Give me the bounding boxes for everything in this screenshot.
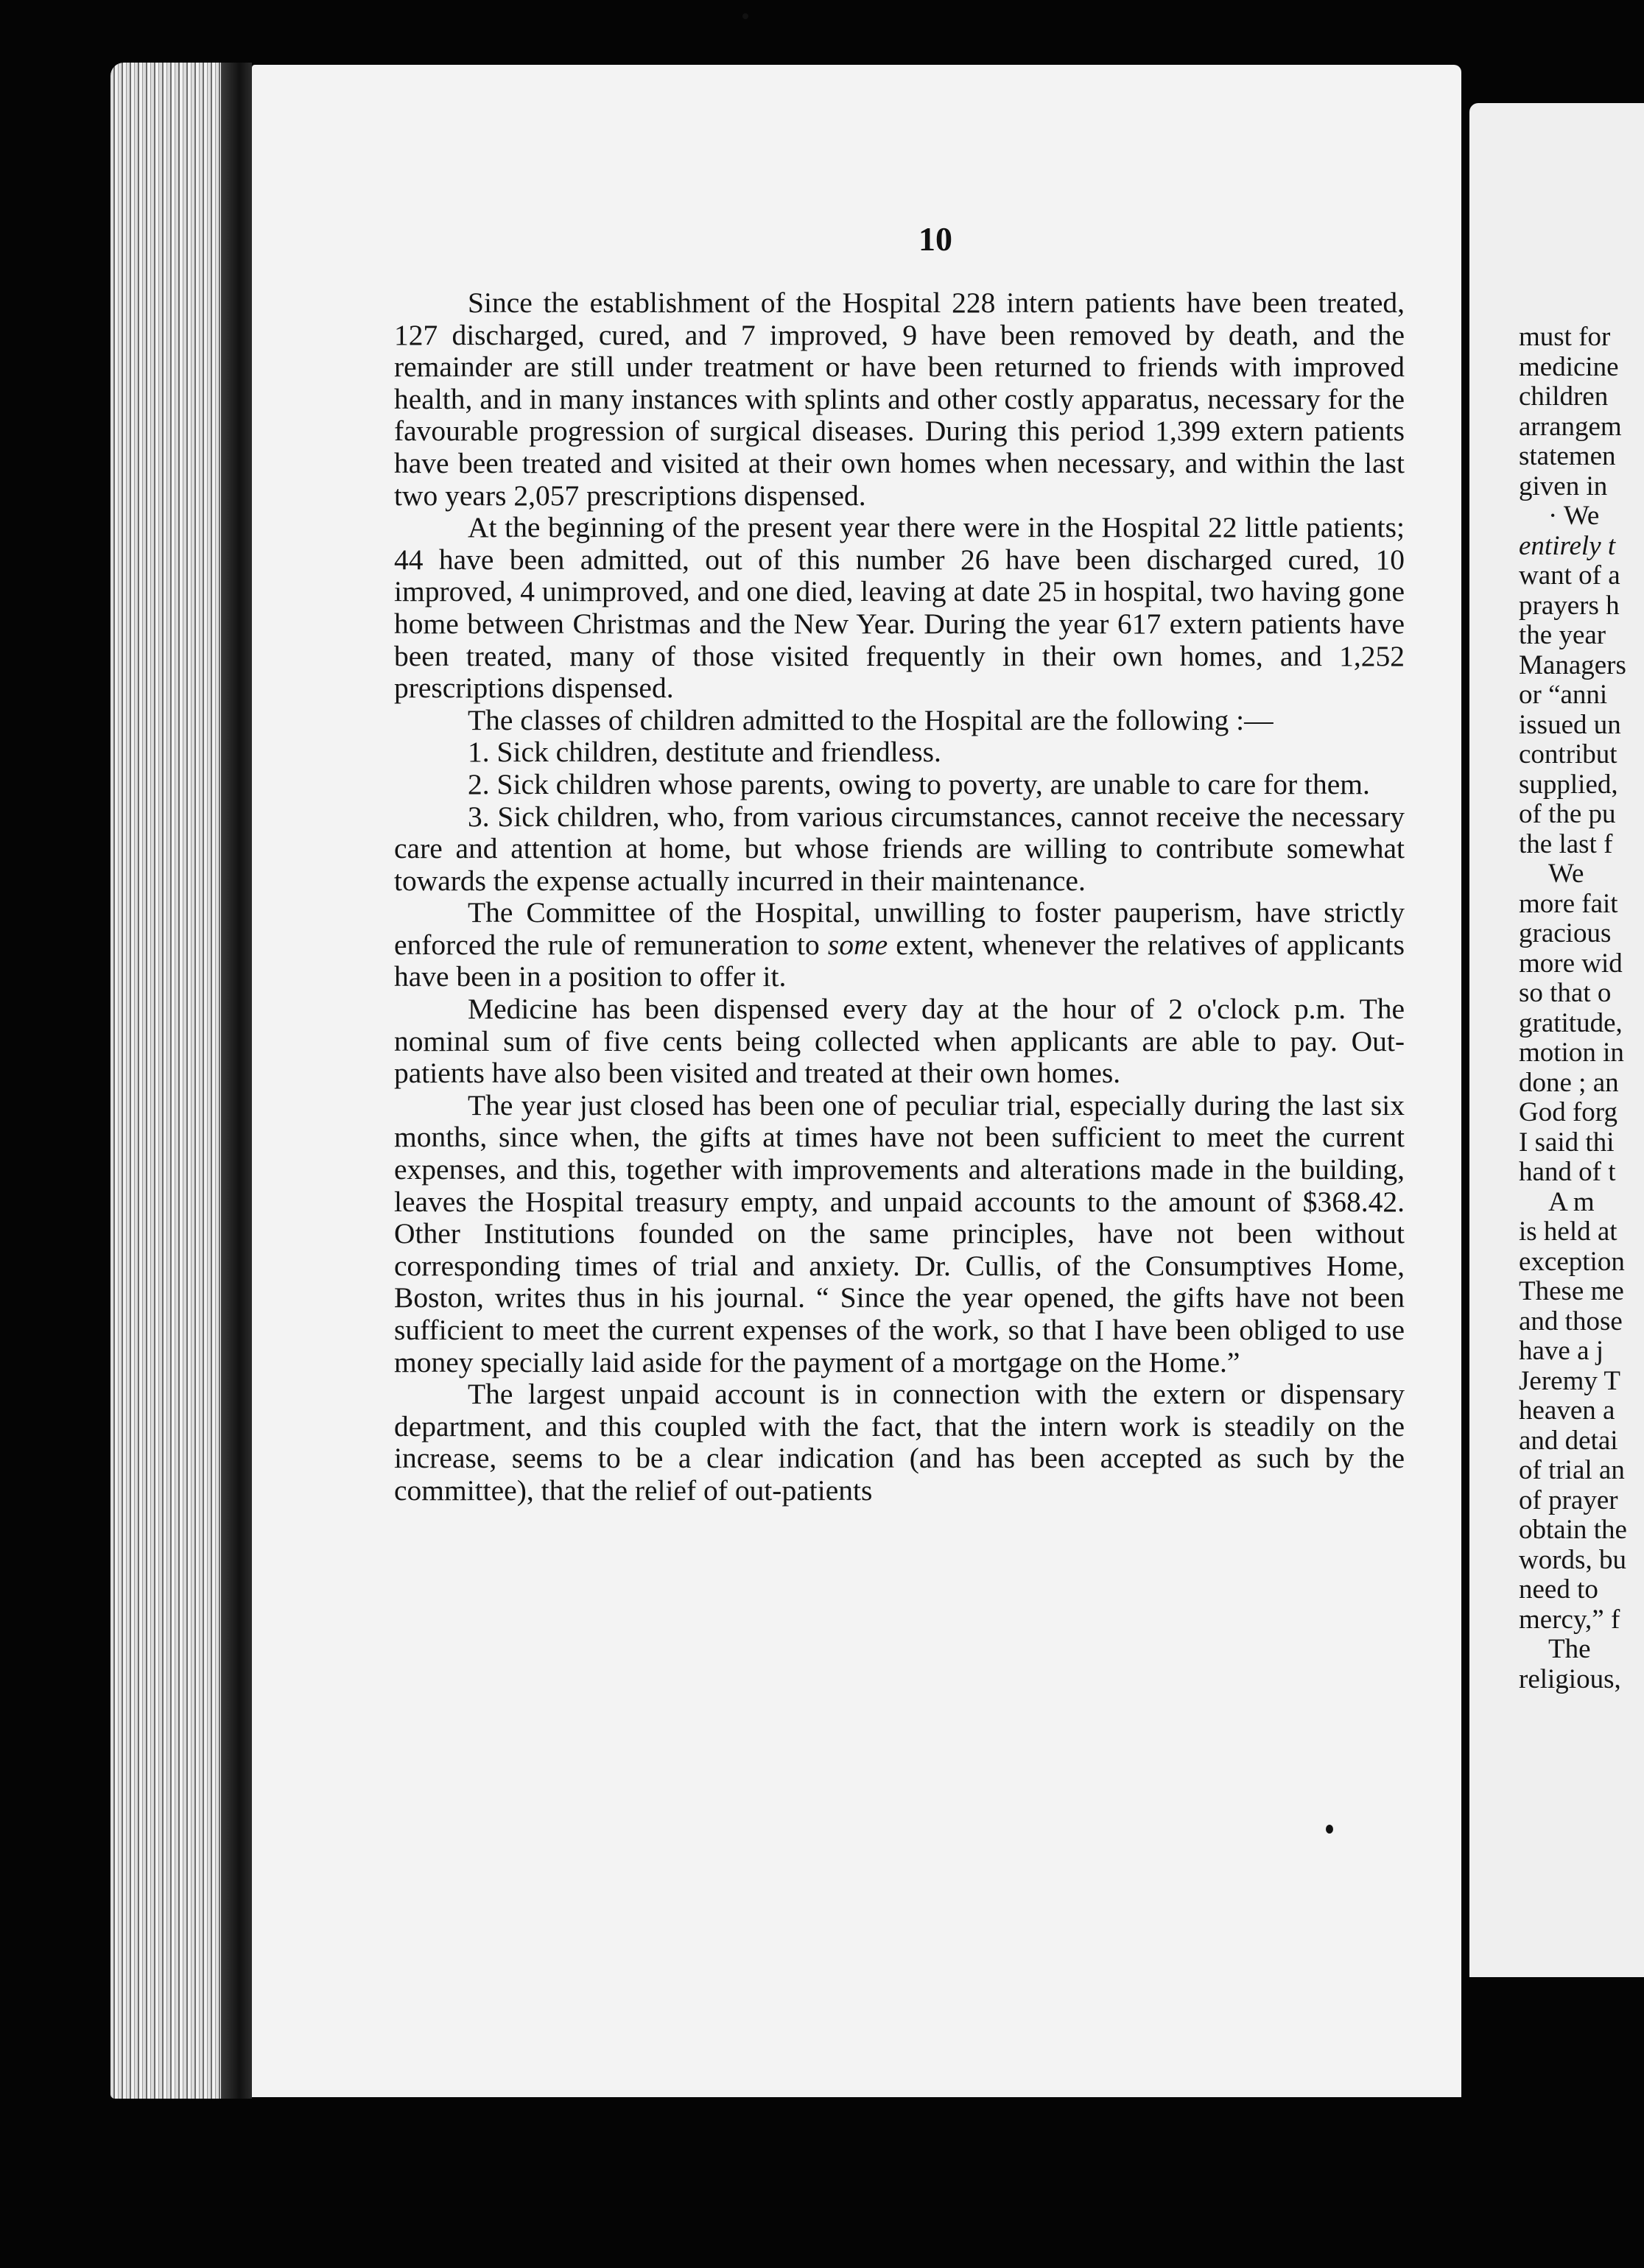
right-page-line: hand of t bbox=[1519, 1157, 1616, 1187]
right-page-line: mercy,” f bbox=[1519, 1604, 1620, 1635]
right-page-line: more fait bbox=[1519, 888, 1618, 919]
paragraph-committee bbox=[394, 897, 1405, 993]
right-page-line: God forg bbox=[1519, 1097, 1617, 1127]
right-page-line: arrangem bbox=[1519, 411, 1622, 442]
book-gutter bbox=[221, 63, 252, 2099]
right-page-line: statemen bbox=[1519, 441, 1616, 471]
right-page-line: and those bbox=[1519, 1306, 1623, 1336]
right-page-line: These me bbox=[1519, 1276, 1624, 1306]
page-speck bbox=[742, 13, 748, 19]
list-item: 2. Sick children whose parents, owing to poverty, are unable to care for them. bbox=[468, 767, 1370, 800]
right-page-line: is held at bbox=[1519, 1216, 1617, 1247]
paragraph-year-closed: The year just closed has been one of peculiar trial, especially during the last six months, since when, the gifts at times have not been sufficient to meet the current expenses, and this, together with improvements and alterations made in the building, leaves the Hospital treasury empty, and unpaid accounts to the amount of $368.42. Other Institutions founded on the same principles, have not been without corresponding times of trial and anxiety. Dr. Cullis, of the Consumptives Home, Boston, writes thus in his journal. “ Since the year opened, the gifts have not been sufficient to meet the current expenses of the work, so that I have been obliged to use money specially laid aside for the payment of a mortgage on the Home.” bbox=[394, 1088, 1405, 1378]
right-page-line: or “anni bbox=[1519, 680, 1608, 710]
right-page-line: exception bbox=[1519, 1246, 1625, 1277]
right-page-line: issued un bbox=[1519, 709, 1621, 740]
right-page-line: gratitude, bbox=[1519, 1007, 1623, 1038]
right-page-line: more wid bbox=[1519, 948, 1623, 979]
right-page-line: so that o bbox=[1519, 978, 1612, 1008]
right-page-line: must for bbox=[1519, 322, 1611, 352]
right-page-line: the last f bbox=[1519, 828, 1613, 859]
right-page-line: words, bu bbox=[1519, 1544, 1626, 1575]
page-number: 10 bbox=[918, 220, 952, 258]
paragraph-unpaid-account: The largest unpaid account is in connection with the extern or dispensary department, and this coupled with the fact, that the intern work is steadily on the increase, seems to be a clear indication (and has been accepted as such by the committee), that the relief of out-patients bbox=[394, 1378, 1405, 1507]
list-item: 1. Sick children, destitute and friendless. bbox=[468, 736, 941, 769]
right-page-line: done ; an bbox=[1519, 1067, 1619, 1098]
paragraph-medicine: Medicine has been dispensed every day at the hour of 2 o'clock p.m. The nominal sum of five cents being collected when applicants are able to pay. Out-patients have also been visited and treated at their own homes. bbox=[394, 993, 1405, 1090]
right-page-line: supplied, bbox=[1519, 769, 1618, 800]
right-page-line: gracious bbox=[1519, 918, 1612, 948]
committee-text-after: extent, whenever the relatives of applicants have been in a position to offer it. bbox=[394, 928, 1405, 993]
right-page-line: religious, bbox=[1519, 1663, 1621, 1694]
committee-emphasis: some bbox=[827, 928, 888, 961]
right-page-line: have a j bbox=[1519, 1336, 1604, 1366]
right-page-line: given in bbox=[1519, 471, 1608, 501]
page-body bbox=[394, 287, 1405, 1507]
right-page-line: medicine bbox=[1519, 351, 1619, 382]
right-page-line: of prayer bbox=[1519, 1485, 1618, 1515]
right-page-line: obtain the bbox=[1519, 1515, 1627, 1545]
right-page-line: the year bbox=[1519, 620, 1606, 650]
paragraph-establishment: Since the establishment of the Hospital 228 intern patients have been treated, 127 discharged, cured, and 7 improved, 9 have been removed by death, and the remainder are still under treatment or have been returned to friends with improved health, and in many instances with splints and other costly apparatus, necessary for the favourable progression of surgical diseases. During this period 1,399 extern patients have been treated and visited at their own homes when necessary, and within the last two years 2,057 prescriptions dispensed. bbox=[394, 286, 1405, 512]
paragraph-present-year: At the beginning of the present year there were in the Hospital 22 little patients; 44 have been admitted, out of this number 26 have been discharged cured, 10 improved, 4 unimproved, and one died, leaving at date 25 in hospital, two having gone home between Christmas and the New Year. During the year 617 extern patients have been treated, many of those visited frequently in their own homes, and 1,252 prescriptions dispensed. bbox=[394, 511, 1405, 705]
right-page-line: of trial an bbox=[1519, 1455, 1625, 1485]
right-page-line: Jeremy T bbox=[1519, 1365, 1621, 1396]
right-page-line: children bbox=[1519, 381, 1609, 412]
right-page-line: The bbox=[1548, 1634, 1591, 1664]
right-page-line: We bbox=[1548, 859, 1584, 889]
paragraph-classes-intro: The classes of children admitted to the Hospital are the following :— bbox=[468, 703, 1274, 736]
right-page-line: need to bbox=[1519, 1574, 1598, 1605]
right-page-line: I said thi bbox=[1519, 1127, 1615, 1158]
page-speck bbox=[1326, 1825, 1333, 1834]
right-page-line: entirely t bbox=[1519, 530, 1616, 561]
list-item: 3. Sick children, who, from various circumstances, cannot receive the necessary care and attention at home, but whose friends are willing to contribute somewhat towards the expense actually incurred in their maintenance. bbox=[394, 800, 1405, 897]
right-page-line: heaven a bbox=[1519, 1395, 1615, 1426]
right-page-line: and detai bbox=[1519, 1425, 1618, 1456]
right-page-line: · We bbox=[1548, 501, 1600, 531]
right-page-line: A m bbox=[1548, 1186, 1595, 1217]
right-page-text bbox=[1519, 323, 1644, 1694]
right-page-line: prayers h bbox=[1519, 590, 1620, 621]
right-page-line: of the pu bbox=[1519, 799, 1616, 829]
right-page-line: motion in bbox=[1519, 1038, 1624, 1068]
committee-text-before: The Committee of the Hospital, unwilling to foster pauperism, have strictly enforced the rule of remuneration to bbox=[394, 896, 1405, 961]
right-page-line: contribut bbox=[1519, 739, 1617, 770]
right-page-line: Managers bbox=[1519, 649, 1626, 680]
right-page-line: want of a bbox=[1519, 560, 1620, 591]
